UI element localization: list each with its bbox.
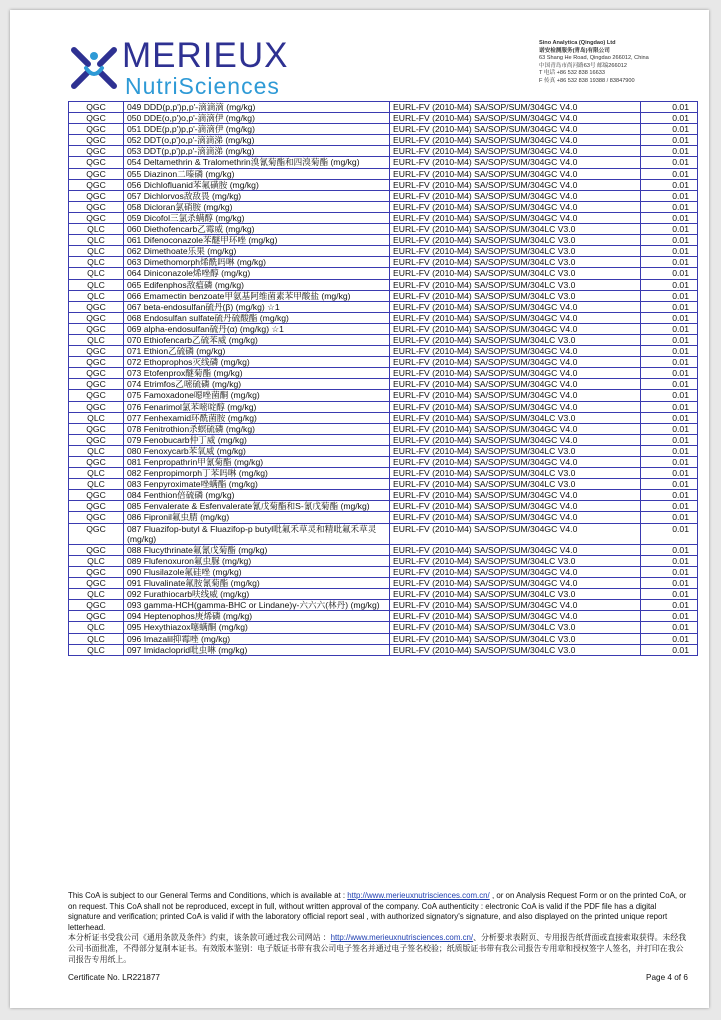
detection-limit-cell: 0.01	[641, 179, 698, 190]
method-code-cell: QLC	[69, 479, 124, 490]
table-row	[69, 290, 698, 301]
detection-limit-cell: 0.01	[641, 512, 698, 523]
table-row	[69, 566, 698, 577]
method-reference-cell: EURL-FV (2010-M4) SA/SOP/SUM/304LC V3.0	[390, 268, 641, 279]
company-address-en: 63 Shang He Road, Qingdao 266012, China	[539, 55, 649, 62]
method-code-cell: QGC	[69, 323, 124, 334]
detection-limit-cell: 0.01	[641, 644, 698, 655]
company-address	[539, 40, 699, 86]
method-code-cell: QLC	[69, 257, 124, 268]
detection-limit-cell: 0.01	[641, 434, 698, 445]
method-reference-cell: EURL-FV (2010-M4) SA/SOP/SUM/304GC V4.0	[390, 102, 641, 113]
table-row	[69, 434, 698, 445]
detection-limit-cell: 0.01	[641, 301, 698, 312]
method-code-cell: QGC	[69, 457, 124, 468]
table-row	[69, 622, 698, 633]
analyte-name-cell: 080 Fenoxycarb苯氧威 (mg/kg)	[124, 445, 390, 456]
detection-limit-cell: 0.01	[641, 190, 698, 201]
analyte-name-cell: 069 alpha-endosulfan硫丹(α) (mg/kg) ☆1	[124, 323, 390, 334]
method-reference-cell: EURL-FV (2010-M4) SA/SOP/SUM/304GC V4.0	[390, 124, 641, 135]
method-code-cell: QLC	[69, 224, 124, 235]
analyte-name-cell: 055 Diazinon二嗪磷 (mg/kg)	[124, 168, 390, 179]
footer-terms	[68, 891, 690, 965]
detection-limit-cell: 0.01	[641, 390, 698, 401]
table-row	[69, 479, 698, 490]
analyte-name-cell: 075 Famoxadone噁唑菌酮 (mg/kg)	[124, 390, 390, 401]
analyte-name-cell: 060 Diethofencarb乙霉威 (mg/kg)	[124, 224, 390, 235]
table-row	[69, 368, 698, 379]
detection-limit-cell: 0.01	[641, 257, 698, 268]
detection-limit-cell: 0.01	[641, 146, 698, 157]
method-code-cell: QGC	[69, 113, 124, 124]
method-reference-cell: EURL-FV (2010-M4) SA/SOP/SUM/304GC V4.0	[390, 212, 641, 223]
detection-limit-cell: 0.01	[641, 468, 698, 479]
method-code-cell: QGC	[69, 523, 124, 544]
method-code-cell: QGC	[69, 312, 124, 323]
analyte-name-cell: 063 Dimethomorph烯酰吗啉 (mg/kg)	[124, 257, 390, 268]
table-row	[69, 544, 698, 555]
method-code-cell: QGC	[69, 368, 124, 379]
table-row	[69, 179, 698, 190]
analyte-name-cell: 097 Imidacloprid吡虫啉 (mg/kg)	[124, 644, 390, 655]
method-reference-cell: EURL-FV (2010-M4) SA/SOP/SUM/304LC V3.0	[390, 290, 641, 301]
method-reference-cell: EURL-FV (2010-M4) SA/SOP/SUM/304GC V4.0	[390, 113, 641, 124]
method-reference-cell: EURL-FV (2010-M4) SA/SOP/SUM/304GC V4.0	[390, 179, 641, 190]
table-row	[69, 555, 698, 566]
detection-limit-cell: 0.01	[641, 312, 698, 323]
table-row	[69, 578, 698, 589]
analyte-name-cell: 091 Fluvalinate氟胺氰菊酯 (mg/kg)	[124, 578, 390, 589]
detection-limit-cell: 0.01	[641, 611, 698, 622]
method-code-cell: QLC	[69, 633, 124, 644]
method-reference-cell: EURL-FV (2010-M4) SA/SOP/SUM/304GC V4.0	[390, 434, 641, 445]
analyte-name-cell: 094 Heptenophos庚烯磷 (mg/kg)	[124, 611, 390, 622]
method-reference-cell: EURL-FV (2010-M4) SA/SOP/SUM/304GC V4.0	[390, 157, 641, 168]
table-row	[69, 246, 698, 257]
detection-limit-cell: 0.01	[641, 501, 698, 512]
company-fax: F 传真 +86 532 838 19388 / 83847900	[539, 77, 635, 84]
method-code-cell: QGC	[69, 212, 124, 223]
method-reference-cell: EURL-FV (2010-M4) SA/SOP/SUM/304GC V4.0	[390, 368, 641, 379]
method-reference-cell: EURL-FV (2010-M4) SA/SOP/SUM/304LC V3.0	[390, 555, 641, 566]
table-row	[69, 468, 698, 479]
method-code-cell: QGC	[69, 168, 124, 179]
detection-limit-cell: 0.01	[641, 201, 698, 212]
detection-limit-cell: 0.01	[641, 323, 698, 334]
method-reference-cell: EURL-FV (2010-M4) SA/SOP/SUM/304GC V4.0	[390, 357, 641, 368]
method-code-cell: QGC	[69, 512, 124, 523]
page-number: Page 4 of 6	[646, 973, 688, 982]
table-row	[69, 135, 698, 146]
detection-limit-cell: 0.01	[641, 212, 698, 223]
method-code-cell: QLC	[69, 412, 124, 423]
detection-limit-cell: 0.01	[641, 224, 698, 235]
analyte-name-cell: 078 Fenitrothion杀螟硫磷 (mg/kg)	[124, 423, 390, 434]
analyte-name-cell: 072 Ethoprophos灭线磷 (mg/kg)	[124, 357, 390, 368]
table-row	[69, 423, 698, 434]
table-row	[69, 168, 698, 179]
method-reference-cell: EURL-FV (2010-M4) SA/SOP/SUM/304GC V4.0	[390, 201, 641, 212]
analyte-name-cell: 052 DDT(o,p')o,p'-滴滴涕 (mg/kg)	[124, 135, 390, 146]
method-reference-cell: EURL-FV (2010-M4) SA/SOP/SUM/304GC V4.0	[390, 457, 641, 468]
method-code-cell: QGC	[69, 390, 124, 401]
method-code-cell: QGC	[69, 179, 124, 190]
detection-limit-cell: 0.01	[641, 479, 698, 490]
method-code-cell: QLC	[69, 268, 124, 279]
method-code-cell: QLC	[69, 622, 124, 633]
analyte-name-cell: 082 Fenpropimorph丁苯吗啉 (mg/kg)	[124, 468, 390, 479]
detection-limit-cell: 0.01	[641, 157, 698, 168]
method-code-cell: QGC	[69, 357, 124, 368]
analyte-name-cell: 089 Flufenoxuron氟虫脲 (mg/kg)	[124, 555, 390, 566]
table-row	[69, 224, 698, 235]
detection-limit-cell: 0.01	[641, 102, 698, 113]
method-reference-cell: EURL-FV (2010-M4) SA/SOP/SUM/304GC V4.0	[390, 323, 641, 334]
method-code-cell: QGC	[69, 190, 124, 201]
method-code-cell: QLC	[69, 589, 124, 600]
method-reference-cell: EURL-FV (2010-M4) SA/SOP/SUM/304LC V3.0	[390, 445, 641, 456]
table-row	[69, 401, 698, 412]
method-code-cell: QGC	[69, 301, 124, 312]
table-row	[69, 212, 698, 223]
table-row	[69, 190, 698, 201]
method-code-cell: QGC	[69, 434, 124, 445]
method-code-cell: QLC	[69, 468, 124, 479]
method-reference-cell: EURL-FV (2010-M4) SA/SOP/SUM/304LC V3.0	[390, 589, 641, 600]
table-row	[69, 512, 698, 523]
detection-limit-cell: 0.01	[641, 346, 698, 357]
method-reference-cell: EURL-FV (2010-M4) SA/SOP/SUM/304GC V4.0	[390, 544, 641, 555]
analyte-name-cell: 079 Fenobucarb仲丁威 (mg/kg)	[124, 434, 390, 445]
table-row	[69, 600, 698, 611]
analyte-name-cell: 083 Fenpyroximate唑螨酯 (mg/kg)	[124, 479, 390, 490]
table-row	[69, 323, 698, 334]
analyte-name-cell: 054 Deltamethrin & Tralomethrin溴氰菊酯和四溴菊酯 (mg/kg)	[124, 157, 390, 168]
table-row	[69, 390, 698, 401]
method-code-cell: QLC	[69, 555, 124, 566]
company-address-cn: 中国青岛市尚河路63号 邮编266012	[539, 62, 627, 69]
table-row	[69, 268, 698, 279]
detection-limit-cell: 0.01	[641, 168, 698, 179]
table-row	[69, 490, 698, 501]
method-code-cell: QGC	[69, 146, 124, 157]
analyte-name-cell: 057 Dichlorvos敌敌畏 (mg/kg)	[124, 190, 390, 201]
detection-limit-cell: 0.01	[641, 334, 698, 345]
detection-limit-cell: 0.01	[641, 279, 698, 290]
analyte-name-cell: 066 Emamectin benzoate甲氨基阿维菌素苯甲酸盐 (mg/kg)	[124, 290, 390, 301]
table-row	[69, 412, 698, 423]
detection-limit-cell: 0.01	[641, 246, 698, 257]
detection-limit-cell: 0.01	[641, 490, 698, 501]
analyte-name-cell: 053 DDT(p,p')p,p'-滴滴涕 (mg/kg)	[124, 146, 390, 157]
analyte-name-cell: 071 Ethion乙硫磷 (mg/kg)	[124, 346, 390, 357]
detection-limit-cell: 0.01	[641, 578, 698, 589]
detection-limit-cell: 0.01	[641, 368, 698, 379]
method-code-cell: QLC	[69, 290, 124, 301]
detection-limit-cell: 0.01	[641, 268, 698, 279]
analyte-name-cell: 076 Fenarimol氯苯嘧啶醇 (mg/kg)	[124, 401, 390, 412]
table-row	[69, 346, 698, 357]
method-reference-cell: EURL-FV (2010-M4) SA/SOP/SUM/304LC V3.0	[390, 468, 641, 479]
analyte-name-cell: 086 Fipronil氟虫腈 (mg/kg)	[124, 512, 390, 523]
brand-subname: NutriSciences	[125, 73, 280, 99]
table-row	[69, 644, 698, 655]
analyte-name-cell: 070 Ethiofencarb乙硫苯威 (mg/kg)	[124, 334, 390, 345]
method-reference-cell: EURL-FV (2010-M4) SA/SOP/SUM/304LC V3.0	[390, 224, 641, 235]
method-reference-cell: EURL-FV (2010-M4) SA/SOP/SUM/304GC V4.0	[390, 512, 641, 523]
detection-limit-cell: 0.01	[641, 290, 698, 301]
method-reference-cell: EURL-FV (2010-M4) SA/SOP/SUM/304LC V3.0	[390, 633, 641, 644]
analyte-name-cell: 051 DDE(p,p')p,p'-滴滴伊 (mg/kg)	[124, 124, 390, 135]
analyte-name-cell: 081 Fenpropathrin甲氰菊酯 (mg/kg)	[124, 457, 390, 468]
detection-limit-cell: 0.01	[641, 412, 698, 423]
method-reference-cell: EURL-FV (2010-M4) SA/SOP/SUM/304GC V4.0	[390, 600, 641, 611]
table-row	[69, 235, 698, 246]
detection-limit-cell: 0.01	[641, 379, 698, 390]
method-reference-cell: EURL-FV (2010-M4) SA/SOP/SUM/304LC V3.0	[390, 334, 641, 345]
detection-limit-cell: 0.01	[641, 633, 698, 644]
method-reference-cell: EURL-FV (2010-M4) SA/SOP/SUM/304GC V4.0	[390, 501, 641, 512]
analyte-name-cell: 077 Fenhexamid环酰菌胺 (mg/kg)	[124, 412, 390, 423]
analyte-name-cell: 050 DDE(o,p')o,p'-滴滴伊 (mg/kg)	[124, 113, 390, 124]
method-reference-cell: EURL-FV (2010-M4) SA/SOP/SUM/304GC V4.0	[390, 423, 641, 434]
method-reference-cell: EURL-FV (2010-M4) SA/SOP/SUM/304GC V4.0	[390, 390, 641, 401]
method-code-cell: QGC	[69, 379, 124, 390]
analyte-name-cell: 092 Furathiocarb呋线威 (mg/kg)	[124, 589, 390, 600]
analyte-name-cell: 067 beta-endosulfan硫丹(β) (mg/kg) ☆1	[124, 301, 390, 312]
method-code-cell: QGC	[69, 124, 124, 135]
detection-limit-cell: 0.01	[641, 523, 698, 544]
method-reference-cell: EURL-FV (2010-M4) SA/SOP/SUM/304GC V4.0	[390, 312, 641, 323]
method-code-cell: QGC	[69, 566, 124, 577]
method-code-cell: QGC	[69, 157, 124, 168]
method-reference-cell: EURL-FV (2010-M4) SA/SOP/SUM/304GC V4.0	[390, 401, 641, 412]
analyte-name-cell: 085 Fenvalerate & Esfenvalerate氰戊菊酯和S-氰戊菊酯 (mg/kg)	[124, 501, 390, 512]
analyte-name-cell: 064 Diniconazole烯唑醇 (mg/kg)	[124, 268, 390, 279]
method-reference-cell: EURL-FV (2010-M4) SA/SOP/SUM/304GC V4.0	[390, 190, 641, 201]
analyte-name-cell: 093 gamma-HCH(gamma-BHC or Lindane)γ-六六六(林丹) (mg/kg)	[124, 600, 390, 611]
method-code-cell: QLC	[69, 246, 124, 257]
company-name-en: Sino Analytica (Qingdao) Ltd	[539, 40, 616, 46]
method-reference-cell: EURL-FV (2010-M4) SA/SOP/SUM/304GC V4.0	[390, 523, 641, 544]
method-reference-cell: EURL-FV (2010-M4) SA/SOP/SUM/304LC V3.0	[390, 479, 641, 490]
detection-limit-cell: 0.01	[641, 622, 698, 633]
method-code-cell: QGC	[69, 346, 124, 357]
table-row	[69, 611, 698, 622]
detection-limit-cell: 0.01	[641, 124, 698, 135]
detection-limit-cell: 0.01	[641, 600, 698, 611]
method-reference-cell: EURL-FV (2010-M4) SA/SOP/SUM/304GC V4.0	[390, 490, 641, 501]
table-row	[69, 334, 698, 345]
method-reference-cell: EURL-FV (2010-M4) SA/SOP/SUM/304GC V4.0	[390, 578, 641, 589]
table-row	[69, 379, 698, 390]
analyte-name-cell: 058 Dicloran氯硝胺 (mg/kg)	[124, 201, 390, 212]
brand-name: MERIEUX	[122, 36, 289, 75]
detection-limit-cell: 0.01	[641, 555, 698, 566]
terms-text-cn-2: 、分析要求表附页、专用报告纸背面或直接索取获得。未经我公司书面批准，不得部分复制本证书。有效版本鉴别：电子版证书带有我公司电子签名并通过电子签名校验；纸质版证书带有我公司报告专用章和授权签字人签名，并打印在我公司报告专用纸上。	[68, 933, 687, 964]
method-code-cell: QGC	[69, 135, 124, 146]
detection-limit-cell: 0.01	[641, 445, 698, 456]
table-row	[69, 589, 698, 600]
table-row	[69, 357, 698, 368]
analyte-name-cell: 088 Flucythrinate氟氰戊菊酯 (mg/kg)	[124, 544, 390, 555]
method-code-cell: QGC	[69, 490, 124, 501]
merieux-logo	[70, 38, 310, 98]
table-row	[69, 301, 698, 312]
method-reference-cell: EURL-FV (2010-M4) SA/SOP/SUM/304LC V3.0	[390, 257, 641, 268]
analyte-name-cell: 056 Dichlofluanid苯氟磺胺 (mg/kg)	[124, 179, 390, 190]
analyte-name-cell: 059 Dicofol三氯杀螨醇 (mg/kg)	[124, 212, 390, 223]
method-reference-cell: EURL-FV (2010-M4) SA/SOP/SUM/304LC V3.0	[390, 412, 641, 423]
table-row	[69, 102, 698, 113]
method-code-cell: QGC	[69, 578, 124, 589]
method-code-cell: QGC	[69, 201, 124, 212]
detection-limit-cell: 0.01	[641, 401, 698, 412]
method-code-cell: QGC	[69, 102, 124, 113]
terms-link[interactable]: http://www.merieuxnutrisciences.com.cn/	[347, 891, 490, 900]
method-code-cell: QGC	[69, 544, 124, 555]
analyte-name-cell: 049 DDD(p,p')p,p'-滴滴滴 (mg/kg)	[124, 102, 390, 113]
terms-text-en-1: This CoA is subject to our General Terms and Conditions, which is available at :	[68, 891, 348, 900]
table-row	[69, 523, 698, 544]
table-row	[69, 312, 698, 323]
detection-limit-cell: 0.01	[641, 357, 698, 368]
analyte-name-cell: 065 Edifenphos敌瘟磷 (mg/kg)	[124, 279, 390, 290]
analyte-name-cell: 062 Dimethoate乐果 (mg/kg)	[124, 246, 390, 257]
company-phone: T 电话 +86 532 838 16633	[539, 70, 605, 77]
method-reference-cell: EURL-FV (2010-M4) SA/SOP/SUM/304GC V4.0	[390, 379, 641, 390]
method-reference-cell: EURL-FV (2010-M4) SA/SOP/SUM/304GC V4.0	[390, 135, 641, 146]
results-table	[68, 101, 698, 656]
method-code-cell: QGC	[69, 401, 124, 412]
table-row	[69, 501, 698, 512]
method-reference-cell: EURL-FV (2010-M4) SA/SOP/SUM/304GC V4.0	[390, 566, 641, 577]
method-reference-cell: EURL-FV (2010-M4) SA/SOP/SUM/304LC V3.0	[390, 235, 641, 246]
detection-limit-cell: 0.01	[641, 566, 698, 577]
analyte-name-cell: 073 Etofenprox醚菊酯 (mg/kg)	[124, 368, 390, 379]
table-row	[69, 633, 698, 644]
detection-limit-cell: 0.01	[641, 135, 698, 146]
method-reference-cell: EURL-FV (2010-M4) SA/SOP/SUM/304GC V4.0	[390, 168, 641, 179]
table-row	[69, 279, 698, 290]
certificate-number: Certificate No. LR221877	[68, 973, 160, 982]
method-code-cell: QLC	[69, 334, 124, 345]
terms-link-cn[interactable]: http://www.merieuxnutrisciences.com.cn/	[330, 933, 474, 943]
company-name-cn: 诺安检测服务(青岛)有限公司	[539, 47, 610, 54]
method-reference-cell: EURL-FV (2010-M4) SA/SOP/SUM/304GC V4.0	[390, 146, 641, 157]
detection-limit-cell: 0.01	[641, 423, 698, 434]
method-code-cell: QLC	[69, 445, 124, 456]
detection-limit-cell: 0.01	[641, 589, 698, 600]
analyte-name-cell: 095 Hexythiazox噻螨酮 (mg/kg)	[124, 622, 390, 633]
method-reference-cell: EURL-FV (2010-M4) SA/SOP/SUM/304GC V4.0	[390, 611, 641, 622]
method-reference-cell: EURL-FV (2010-M4) SA/SOP/SUM/304LC V3.0	[390, 644, 641, 655]
table-row	[69, 146, 698, 157]
analyte-name-cell: 087 Fluazifop-butyl & Fluazifop-p butyl吡氟禾草灵和精吡氟禾草灵 (mg/kg)	[124, 523, 390, 544]
analyte-name-cell: 096 Imazalil抑霉唑 (mg/kg)	[124, 633, 390, 644]
analyte-name-cell: 061 Difenoconazole苯醚甲环唑 (mg/kg)	[124, 235, 390, 246]
method-code-cell: QLC	[69, 644, 124, 655]
method-reference-cell: EURL-FV (2010-M4) SA/SOP/SUM/304LC V3.0	[390, 246, 641, 257]
method-code-cell: QGC	[69, 501, 124, 512]
table-row	[69, 257, 698, 268]
terms-text-en-2: , or on Analysis Request Form or on the printed CoA, or on request. This CoA shall not be reproduced, except in full, without written approval of the company. CoA authenticity : electronic CoA is valid if the PDF file has a digital signature and verification; printed CoA is valid if with the laboratory official report seal , with authorized signatory's signature, and also displayed on the printed unique report letterhead.	[68, 891, 687, 932]
detection-limit-cell: 0.01	[641, 235, 698, 246]
detection-limit-cell: 0.01	[641, 544, 698, 555]
method-reference-cell: EURL-FV (2010-M4) SA/SOP/SUM/304GC V4.0	[390, 301, 641, 312]
method-code-cell: QLC	[69, 279, 124, 290]
detection-limit-cell: 0.01	[641, 113, 698, 124]
table-row	[69, 124, 698, 135]
analyte-name-cell: 090 Flusilazole氟硅唑 (mg/kg)	[124, 566, 390, 577]
table-row	[69, 201, 698, 212]
analyte-name-cell: 074 Etrimfos乙嘧硫磷 (mg/kg)	[124, 379, 390, 390]
method-reference-cell: EURL-FV (2010-M4) SA/SOP/SUM/304GC V4.0	[390, 346, 641, 357]
detection-limit-cell: 0.01	[641, 457, 698, 468]
table-row	[69, 445, 698, 456]
analyte-name-cell: 084 Fenthion倍硫磷 (mg/kg)	[124, 490, 390, 501]
table-row	[69, 113, 698, 124]
method-code-cell: QGC	[69, 423, 124, 434]
method-code-cell: QGC	[69, 600, 124, 611]
table-row	[69, 457, 698, 468]
method-code-cell: QGC	[69, 611, 124, 622]
terms-text-cn-1: 本分析证书受我公司《通用条款及条件》约束，该条款可通过我公司网站 ：	[68, 933, 331, 943]
merieux-logo-icon	[70, 44, 118, 92]
method-code-cell: QLC	[69, 235, 124, 246]
analyte-name-cell: 068 Endosulfan sulfate硫丹硫酸酯 (mg/kg)	[124, 312, 390, 323]
method-reference-cell: EURL-FV (2010-M4) SA/SOP/SUM/304LC V3.0	[390, 279, 641, 290]
table-row	[69, 157, 698, 168]
method-reference-cell: EURL-FV (2010-M4) SA/SOP/SUM/304LC V3.0	[390, 622, 641, 633]
